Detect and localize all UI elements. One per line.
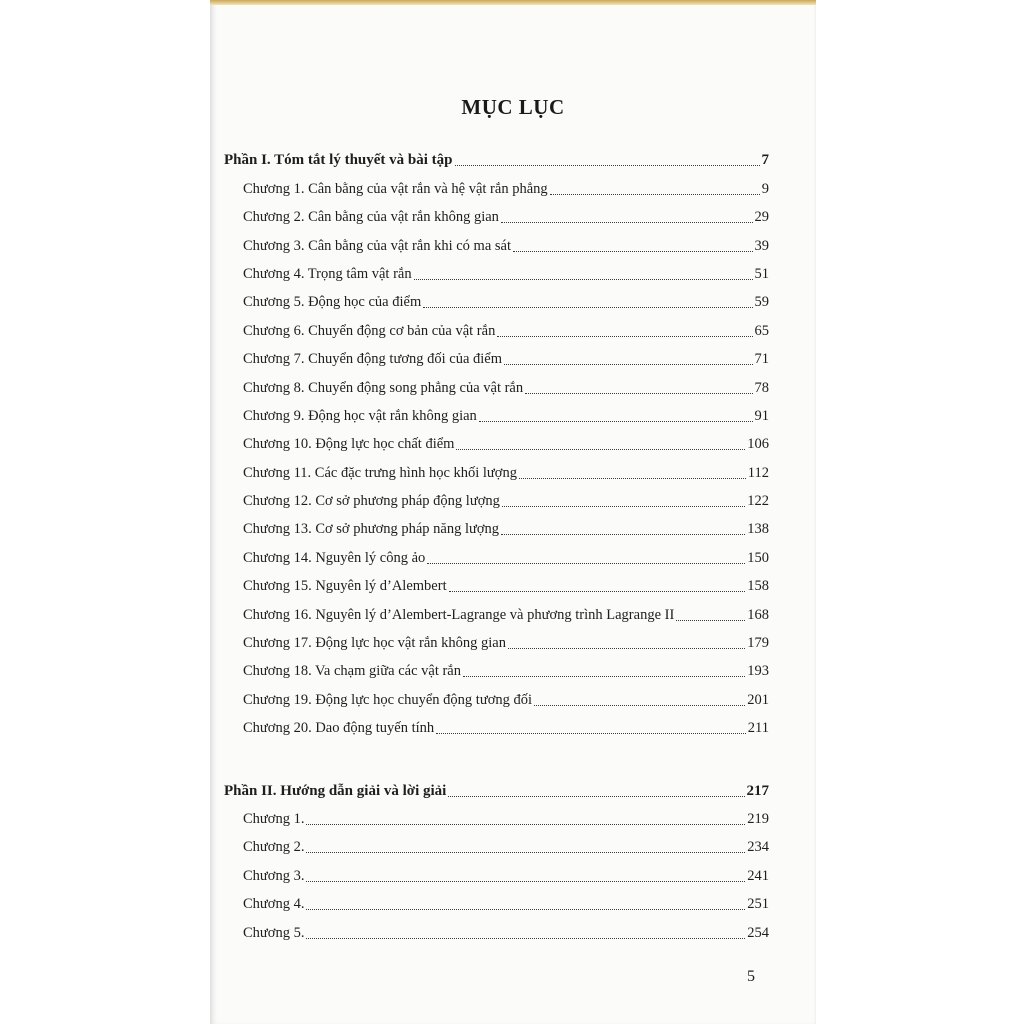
dot-leader bbox=[456, 448, 745, 450]
toc-label: Chương 1. Cân bằng của vật rắn và hệ vật rắn phẳng bbox=[243, 180, 548, 197]
dot-leader bbox=[479, 420, 753, 422]
toc-page-number: 71 bbox=[754, 351, 769, 368]
dot-leader bbox=[550, 193, 760, 195]
toc-entry[interactable] bbox=[224, 829, 769, 857]
toc-entry[interactable] bbox=[224, 568, 769, 596]
toc-page-number: 168 bbox=[747, 606, 769, 623]
toc-entry[interactable] bbox=[224, 170, 769, 198]
toc-label: Chương 18. Va chạm giữa các vật rắn bbox=[243, 663, 461, 680]
book-page bbox=[210, 0, 816, 1024]
toc-page-number: 158 bbox=[747, 578, 769, 595]
toc-label: Chương 15. Nguyên lý d’Alembert bbox=[243, 578, 447, 595]
toc-label: Chương 4. bbox=[243, 896, 305, 913]
toc-page-number: 59 bbox=[754, 294, 769, 311]
page-title: MỤC LỤC bbox=[461, 95, 565, 119]
toc-entry[interactable] bbox=[224, 539, 769, 567]
toc-label: Chương 20. Dao động tuyến tính bbox=[243, 720, 435, 737]
toc-page-number: 138 bbox=[747, 521, 769, 538]
dot-leader bbox=[306, 908, 745, 910]
dot-leader bbox=[414, 278, 753, 280]
dot-leader bbox=[508, 647, 745, 649]
toc-entry[interactable] bbox=[224, 596, 769, 624]
dot-leader bbox=[501, 221, 753, 223]
toc-page-number: 51 bbox=[754, 265, 769, 282]
toc-label: Chương 8. Chuyển động song phẳng của vật rắn bbox=[243, 379, 524, 396]
toc-label: Chương 13. Cơ sở phương pháp năng lượng bbox=[243, 521, 500, 538]
toc-page-number: 7 bbox=[761, 152, 769, 169]
dot-leader bbox=[436, 732, 746, 734]
toc-label: Chương 3. Cân bằng của vật rắn khi có ma sát bbox=[243, 237, 512, 254]
toc-page-number: 112 bbox=[747, 464, 769, 481]
toc-entry[interactable] bbox=[224, 341, 769, 369]
toc-entry[interactable] bbox=[224, 426, 769, 454]
toc-label: Chương 6. Chuyển động cơ bản của vật rắn bbox=[243, 322, 496, 339]
toc-label: Chương 1. bbox=[243, 810, 305, 827]
dot-leader bbox=[502, 505, 745, 507]
toc-label: Chương 9. Động học vật rắn không gian bbox=[243, 407, 477, 424]
dot-leader bbox=[504, 363, 752, 365]
dot-leader bbox=[676, 619, 745, 621]
section-gap bbox=[224, 738, 769, 772]
dot-leader bbox=[463, 675, 745, 677]
toc-entry[interactable] bbox=[224, 199, 769, 227]
toc-page-number: 219 bbox=[747, 810, 769, 827]
dot-leader bbox=[449, 590, 746, 592]
toc-label: Chương 12. Cơ sở phương pháp động lượng bbox=[243, 493, 500, 510]
toc-entry[interactable] bbox=[224, 801, 769, 829]
toc-label: Chương 17. Động lực học vật rắn không gian bbox=[243, 635, 506, 652]
dot-leader bbox=[534, 704, 745, 706]
toc-label: Chương 11. Các đặc trưng hình học khối lượng bbox=[243, 464, 517, 481]
dot-leader bbox=[455, 164, 760, 166]
toc-page-number: 211 bbox=[747, 720, 769, 737]
toc-label: Chương 3. bbox=[243, 867, 305, 884]
toc-page-number: 150 bbox=[747, 549, 769, 566]
toc-page-number: 193 bbox=[747, 663, 769, 680]
dot-leader bbox=[423, 306, 752, 308]
toc-label: Chương 2. bbox=[243, 839, 305, 856]
dot-leader bbox=[513, 250, 752, 252]
dot-leader bbox=[519, 477, 746, 479]
toc-page-number: 91 bbox=[754, 407, 769, 424]
toc-label: Chương 5. Động học của điểm bbox=[243, 294, 422, 311]
toc-page-number: 65 bbox=[754, 322, 769, 339]
dot-leader bbox=[448, 795, 744, 797]
toc-label: Chương 2. Cân bằng của vật rắn không gian bbox=[243, 209, 499, 226]
page-top-edge bbox=[210, 0, 816, 5]
toc-entry[interactable] bbox=[224, 398, 769, 426]
toc-entry[interactable] bbox=[224, 653, 769, 681]
dot-leader bbox=[427, 562, 745, 564]
toc-label: Chương 16. Nguyên lý d’Alembert-Lagrange và phương trình Lagrange II bbox=[243, 606, 675, 623]
dot-leader bbox=[306, 880, 745, 882]
toc-entry[interactable] bbox=[224, 284, 769, 312]
toc-label: Chương 4. Trọng tâm vật rắn bbox=[243, 265, 412, 282]
toc-page-number: 106 bbox=[747, 436, 769, 453]
toc-entry[interactable] bbox=[224, 483, 769, 511]
toc-page-number: 217 bbox=[746, 782, 769, 799]
toc-page-number: 254 bbox=[747, 924, 769, 941]
dot-leader bbox=[525, 392, 752, 394]
toc-entry[interactable] bbox=[224, 511, 769, 539]
toc-label: Chương 5. bbox=[243, 924, 305, 941]
toc-entry[interactable] bbox=[224, 710, 769, 738]
toc-label: Chương 19. Động lực học chuyển động tương đối bbox=[243, 691, 533, 708]
dot-leader bbox=[306, 937, 745, 939]
toc-part-2[interactable] bbox=[224, 772, 769, 800]
dot-leader bbox=[306, 823, 745, 825]
toc-page-number: 179 bbox=[747, 635, 769, 652]
dot-leader bbox=[306, 851, 745, 853]
toc-page-number: 251 bbox=[747, 896, 769, 913]
page-number: 5 bbox=[747, 968, 755, 985]
toc-label: Chương 14. Nguyên lý công ảo bbox=[243, 549, 426, 566]
toc-entry[interactable] bbox=[224, 681, 769, 709]
toc-part-1[interactable] bbox=[224, 142, 769, 170]
toc-entry[interactable] bbox=[224, 256, 769, 284]
dot-leader bbox=[497, 335, 752, 337]
toc-page-number: 201 bbox=[747, 691, 769, 708]
toc-entry[interactable] bbox=[224, 914, 769, 942]
toc-entry[interactable] bbox=[224, 312, 769, 340]
toc-entry[interactable] bbox=[224, 227, 769, 255]
toc-page-number: 122 bbox=[747, 493, 769, 510]
toc-page-number: 39 bbox=[754, 237, 769, 254]
toc-entry[interactable] bbox=[224, 886, 769, 914]
dot-leader bbox=[501, 533, 745, 535]
toc-page-number: 234 bbox=[747, 839, 769, 856]
toc-page-number: 78 bbox=[754, 379, 769, 396]
toc-entry[interactable] bbox=[224, 857, 769, 885]
toc-entry[interactable] bbox=[224, 625, 769, 653]
toc-label: Chương 10. Động lực học chất điểm bbox=[243, 436, 455, 453]
toc-label: Phần I. Tóm tắt lý thuyết và bài tập bbox=[224, 152, 453, 169]
toc-label: Phần II. Hướng dẫn giải và lời giải bbox=[224, 782, 447, 799]
toc-page-number: 241 bbox=[747, 867, 769, 884]
table-of-contents bbox=[224, 142, 769, 943]
toc-entry[interactable] bbox=[224, 454, 769, 482]
toc-label: Chương 7. Chuyển động tương đối của điểm bbox=[243, 351, 503, 368]
toc-page-number: 29 bbox=[754, 209, 769, 226]
toc-page-number: 9 bbox=[761, 180, 769, 197]
toc-entry[interactable] bbox=[224, 369, 769, 397]
